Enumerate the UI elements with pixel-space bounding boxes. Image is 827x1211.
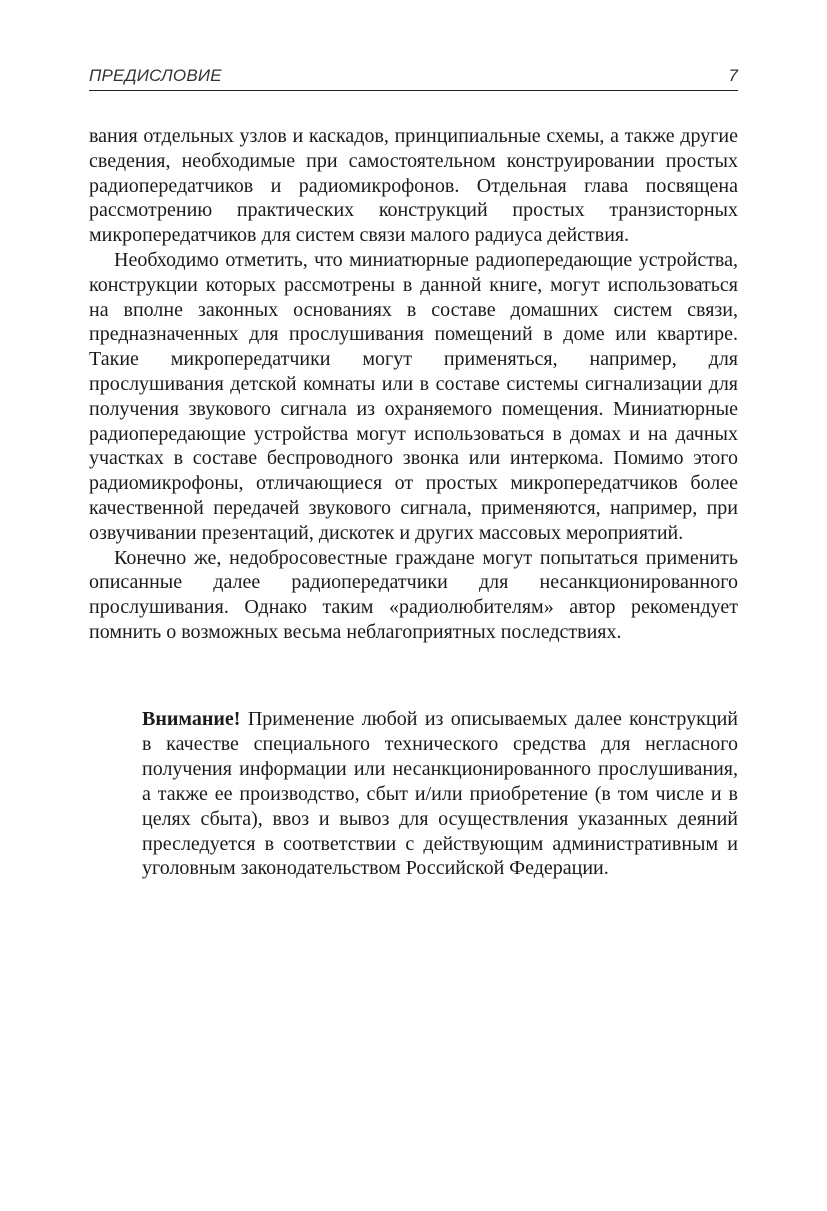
page-number: 7 [728, 66, 738, 85]
paragraph-continued: вания отдельных узлов и каскадов, принципиальные схемы, а также другие сведения, необходимые при самостоятельном конструировании простых радиопередатчиков и радиомикрофонов. Отдельная глава посвящена рассмотрению практических конструкций простых транзисторных микропередатчиков для систем связи малого радиуса действия. [89, 125, 738, 247]
body-text [89, 124, 738, 645]
header-title: ПРЕДИСЛОВИЕ [89, 66, 222, 85]
paragraph: Конечно же, недобросовестные граждане могут попытаться применить описанные далее радиопередатчики для несанкционированного прослушивания. Однако таким «радиолюбителям» автор рекомендует помнить о возможных весьма неблагоприятных последствиях. [89, 546, 738, 643]
paragraph: Необходимо отметить, что миниатюрные радиопередающие устройства, конструкции которых рассмотрены в данной книге, могут использоваться на вполне законных основаниях в составе домашних систем связи, предназначенных для прослушивания помещений в доме или квартире. Такие микропередатчики могут применяться, например, для прослушивания детской комнаты или в составе системы сигнализации для получения звукового сигнала из охраняемого помещения. Миниатюрные радиопередающие устройства могут использоваться в домах и на дачных участках в составе беспроводного звонка или интеркома. Помимо этого радиомикрофоны, отличающиеся от простых микропередатчиков более качественной передачей звукового сигнала, применяются, например, при озвучивании презентаций, дискотек и других массовых мероприятий. [89, 248, 738, 544]
warning-label: Внимание! [142, 708, 241, 730]
running-header [89, 62, 738, 91]
warning-text: Применение любой из описываемых далее конструкций в качестве специального технического средства для негласного получения информации или несанкционированного прослушивания, а также ее производство, сбыт и/или приобретение (в том числе и в целях сбыта), ввоз и вывоз для осуществления указанных деяний преследуется в соответствии с действующим административным и уголовным законодательством Российской Федерации. [142, 708, 738, 880]
warning-notice [142, 707, 738, 881]
